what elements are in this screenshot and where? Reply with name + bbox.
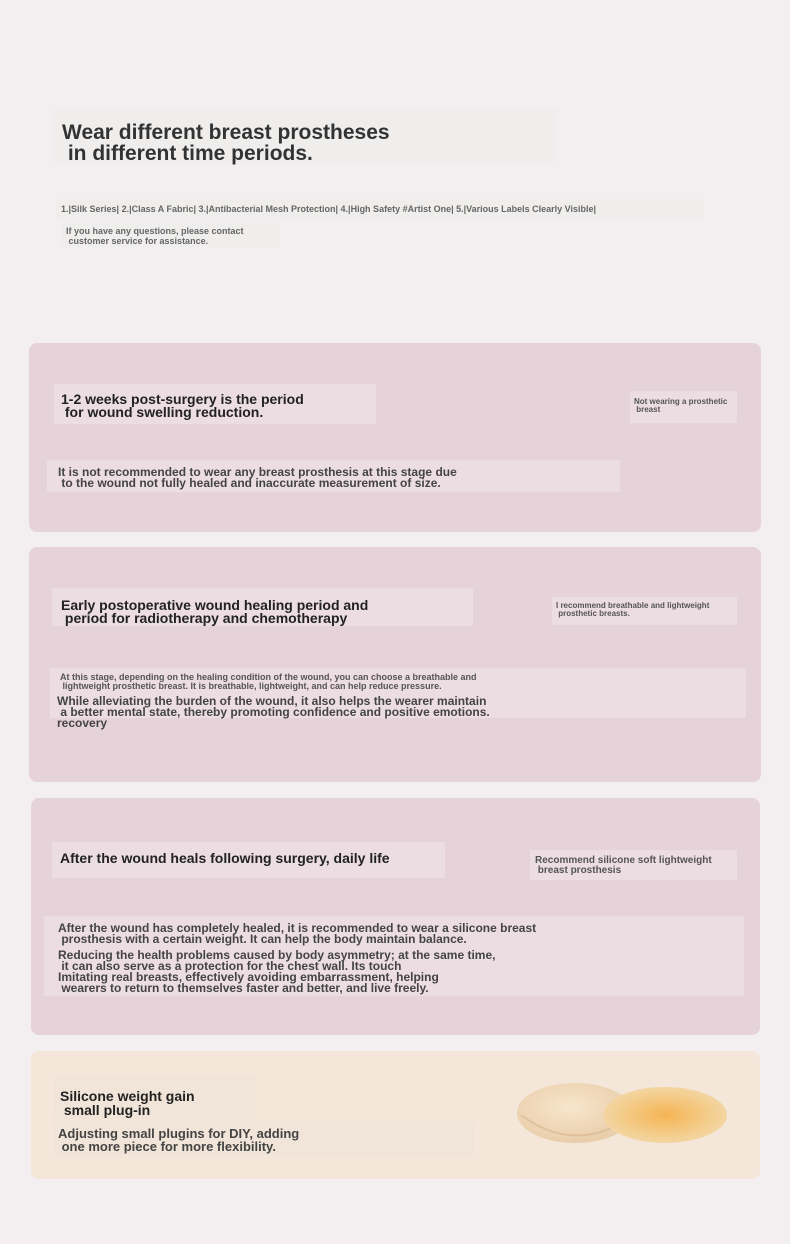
plugin-heading: Silicone weight gain small plug-in [60, 1088, 195, 1118]
stage-card-2 [29, 547, 761, 782]
stage-card-1 [29, 343, 761, 532]
stage-1-text: It is not recommended to wear any breast prosthesis at this stage due to the wound not fully healed and inaccurate measurement of size. [58, 465, 457, 490]
page-title: Wear different breast prostheses in different time periods. [62, 121, 390, 165]
stage-2-text-small: At this stage, depending on the healing condition of the wound, you can choose a breathable and lightweight prosthetic breast. It is breathable, lightweight, and can help reduce pressure. [60, 672, 477, 691]
stage-3-tag: Recommend silicone soft lightweight breast prosthesis [535, 855, 712, 876]
stage-2-tag: I recommend breathable and lightweight prosthetic breasts. [556, 601, 710, 618]
insert-pad-right [603, 1087, 727, 1143]
stage-3-text-a: After the wound has completely healed, it is recommended to wear a silicone breast prosthesis with a certain weight. It can help the body maintain balance. [58, 921, 537, 946]
silicone-insert-image [515, 1075, 735, 1155]
stage-3-text-b: Reducing the health problems caused by body asymmetry; at the same time, it can also serve as a protection for the chest wall. Its touch Imitating real breasts, effectively avoiding embarrassment, helping wearers to return to themselves faster and better, and live freely. [58, 948, 496, 995]
plugin-text: Adjusting small plugins for DIY, adding one more piece for more flexibility. [58, 1126, 300, 1154]
stage-2-heading: Early postoperative wound healing period and period for radiotherapy and chemotherapy [61, 597, 369, 626]
stage-1-heading: 1-2 weeks post-surgery is the period for wound swelling reduction. [61, 391, 304, 420]
contact-note: If you have any questions, please contact customer service for assistance. [66, 226, 244, 246]
feature-list: 1.|Silk Series| 2.|Class A Fabric| 3.|Antibacterial Mesh Protection| 4.|High Safety #Artist One| 5.|Various Labels Clearly Visible| [61, 204, 597, 214]
stage-3-heading: After the wound heals following surgery, daily life [60, 850, 390, 866]
stage-1-tag: Not wearing a prosthetic breast [634, 397, 728, 414]
stage-2-text: While alleviating the burden of the wound, it also helps the wearer maintain a better mental state, thereby promoting confidence and positive emotions. recovery [57, 694, 490, 730]
